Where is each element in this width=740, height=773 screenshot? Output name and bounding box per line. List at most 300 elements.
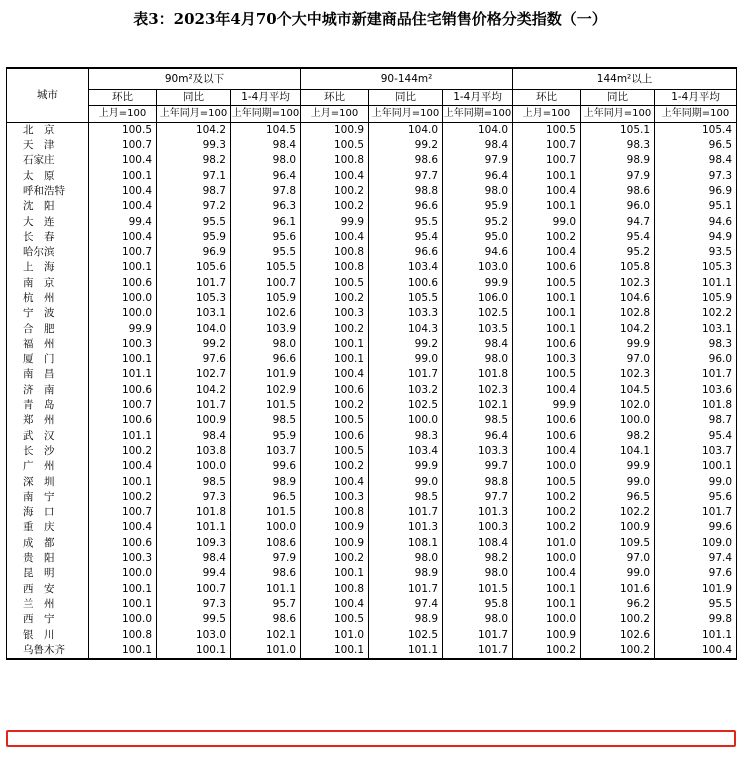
index-value: 100.4 xyxy=(89,459,157,474)
index-value: 100.2 xyxy=(513,505,581,520)
metric-header: 同比 xyxy=(581,90,655,106)
index-value: 101.7 xyxy=(443,627,513,642)
index-value: 103.0 xyxy=(157,627,231,642)
city-name: 北 京 xyxy=(7,122,89,138)
index-value: 100.5 xyxy=(513,276,581,291)
index-value: 99.7 xyxy=(443,459,513,474)
index-value: 100.4 xyxy=(89,520,157,535)
index-value: 101.1 xyxy=(369,643,443,659)
index-value: 98.4 xyxy=(655,153,737,168)
group-header-small: 90m²及以下 xyxy=(89,68,301,90)
metric-header: 环比 xyxy=(513,90,581,106)
base-header: 上月=100 xyxy=(513,106,581,122)
index-value: 100.5 xyxy=(301,138,369,153)
index-value: 101.7 xyxy=(369,505,443,520)
index-value: 100.6 xyxy=(369,276,443,291)
index-value: 99.5 xyxy=(157,612,231,627)
index-value: 101.3 xyxy=(443,505,513,520)
index-value: 94.6 xyxy=(655,214,737,229)
index-value: 100.1 xyxy=(89,597,157,612)
index-value: 100.9 xyxy=(301,536,369,551)
index-value: 103.1 xyxy=(157,306,231,321)
index-value: 100.2 xyxy=(301,551,369,566)
index-value: 101.8 xyxy=(157,505,231,520)
index-value: 100.8 xyxy=(301,260,369,275)
index-value: 98.7 xyxy=(655,413,737,428)
index-value: 101.9 xyxy=(231,367,301,382)
index-value: 104.2 xyxy=(581,321,655,336)
table-row xyxy=(7,230,737,245)
index-value: 100.1 xyxy=(301,566,369,581)
index-value: 100.4 xyxy=(89,199,157,214)
index-value: 98.8 xyxy=(443,474,513,489)
table-row xyxy=(7,582,737,597)
index-value: 97.3 xyxy=(157,490,231,505)
index-value: 98.0 xyxy=(443,352,513,367)
index-value: 100.4 xyxy=(301,367,369,382)
index-value: 109.3 xyxy=(157,536,231,551)
index-value: 100.0 xyxy=(157,459,231,474)
index-value: 101.7 xyxy=(369,582,443,597)
index-value: 98.4 xyxy=(443,337,513,352)
index-value: 102.5 xyxy=(369,398,443,413)
index-value: 105.5 xyxy=(369,291,443,306)
index-value: 100.6 xyxy=(89,276,157,291)
index-value: 99.9 xyxy=(89,321,157,336)
city-name: 南 宁 xyxy=(7,490,89,505)
city-name: 银 川 xyxy=(7,627,89,642)
table-row xyxy=(7,459,737,474)
index-value: 98.4 xyxy=(443,138,513,153)
index-value: 100.1 xyxy=(301,352,369,367)
index-value: 104.0 xyxy=(443,122,513,138)
index-value: 104.5 xyxy=(581,383,655,398)
index-value: 96.5 xyxy=(655,138,737,153)
index-value: 100.1 xyxy=(89,168,157,183)
index-value: 97.6 xyxy=(655,566,737,581)
index-value: 100.8 xyxy=(301,245,369,260)
index-value: 103.2 xyxy=(369,383,443,398)
index-value: 96.0 xyxy=(655,352,737,367)
index-value: 98.6 xyxy=(231,612,301,627)
index-value: 95.1 xyxy=(655,199,737,214)
index-value: 97.8 xyxy=(231,184,301,199)
index-value: 100.7 xyxy=(89,138,157,153)
table-row xyxy=(7,138,737,153)
index-value: 95.6 xyxy=(231,230,301,245)
index-value: 100.2 xyxy=(89,444,157,459)
group-header-large: 144m²以上 xyxy=(513,68,737,90)
index-value: 101.7 xyxy=(443,643,513,659)
index-value: 95.4 xyxy=(369,230,443,245)
index-value: 100.2 xyxy=(581,612,655,627)
index-value: 105.4 xyxy=(655,122,737,138)
index-value: 96.2 xyxy=(581,597,655,612)
index-value: 100.3 xyxy=(89,551,157,566)
metric-header: 1-4月平均 xyxy=(443,90,513,106)
index-value: 100.2 xyxy=(513,520,581,535)
table-row xyxy=(7,429,737,444)
index-value: 99.6 xyxy=(655,520,737,535)
index-value: 100.6 xyxy=(513,429,581,444)
index-value: 98.0 xyxy=(231,337,301,352)
index-value: 103.4 xyxy=(369,260,443,275)
index-value: 98.9 xyxy=(581,153,655,168)
index-value: 100.3 xyxy=(513,352,581,367)
index-value: 109.0 xyxy=(655,536,737,551)
index-value: 104.0 xyxy=(369,122,443,138)
index-value: 98.0 xyxy=(443,566,513,581)
index-value: 100.5 xyxy=(513,367,581,382)
index-value: 95.2 xyxy=(443,214,513,229)
index-value: 98.6 xyxy=(231,566,301,581)
index-value: 102.3 xyxy=(581,367,655,382)
index-value: 100.6 xyxy=(301,429,369,444)
index-value: 98.3 xyxy=(581,138,655,153)
index-value: 101.5 xyxy=(231,505,301,520)
index-value: 100.7 xyxy=(157,582,231,597)
index-value: 102.7 xyxy=(157,367,231,382)
table-row xyxy=(7,184,737,199)
index-value: 100.0 xyxy=(89,306,157,321)
index-value: 100.0 xyxy=(513,551,581,566)
index-value: 98.5 xyxy=(369,490,443,505)
table-row xyxy=(7,260,737,275)
index-value: 98.3 xyxy=(369,429,443,444)
index-value: 99.0 xyxy=(655,474,737,489)
index-value: 108.4 xyxy=(443,536,513,551)
index-value: 96.4 xyxy=(231,168,301,183)
index-value: 100.6 xyxy=(513,337,581,352)
city-name: 石家庄 xyxy=(7,153,89,168)
index-value: 98.2 xyxy=(581,429,655,444)
index-value: 95.5 xyxy=(655,597,737,612)
table-row xyxy=(7,490,737,505)
city-name: 长 沙 xyxy=(7,444,89,459)
index-value: 97.4 xyxy=(655,551,737,566)
index-value: 102.8 xyxy=(581,306,655,321)
table-row xyxy=(7,352,737,367)
index-value: 102.2 xyxy=(581,505,655,520)
index-value: 100.9 xyxy=(301,122,369,138)
table-row xyxy=(7,505,737,520)
index-value: 100.2 xyxy=(301,291,369,306)
city-name: 南 京 xyxy=(7,276,89,291)
index-value: 100.7 xyxy=(89,245,157,260)
index-value: 104.2 xyxy=(157,122,231,138)
index-value: 99.4 xyxy=(157,566,231,581)
index-value: 102.6 xyxy=(581,627,655,642)
index-value: 100.4 xyxy=(513,383,581,398)
index-value: 104.6 xyxy=(581,291,655,306)
index-value: 100.7 xyxy=(231,276,301,291)
index-value: 101.1 xyxy=(231,582,301,597)
index-value: 100.4 xyxy=(513,566,581,581)
index-value: 94.7 xyxy=(581,214,655,229)
table-row xyxy=(7,306,737,321)
index-value: 95.6 xyxy=(655,490,737,505)
index-value: 101.5 xyxy=(443,582,513,597)
index-value: 100.1 xyxy=(89,352,157,367)
index-value: 105.3 xyxy=(157,291,231,306)
table-row xyxy=(7,122,737,138)
index-value: 98.0 xyxy=(443,612,513,627)
index-value: 97.4 xyxy=(369,597,443,612)
base-header: 上年同期=100 xyxy=(443,106,513,122)
index-value: 101.0 xyxy=(231,643,301,659)
index-value: 102.3 xyxy=(581,276,655,291)
index-value: 101.8 xyxy=(443,367,513,382)
city-name: 合 肥 xyxy=(7,321,89,336)
index-value: 101.9 xyxy=(655,582,737,597)
index-value: 98.7 xyxy=(157,184,231,199)
table-row xyxy=(7,398,737,413)
index-value: 100.8 xyxy=(89,627,157,642)
index-value: 97.3 xyxy=(655,168,737,183)
index-value: 100.1 xyxy=(89,260,157,275)
index-value: 103.7 xyxy=(231,444,301,459)
index-value: 100.4 xyxy=(301,597,369,612)
table-row xyxy=(7,153,737,168)
highlight-box-yinchuan xyxy=(6,730,736,747)
city-name: 武 汉 xyxy=(7,429,89,444)
index-value: 100.3 xyxy=(301,306,369,321)
index-value: 99.9 xyxy=(443,276,513,291)
index-value: 100.4 xyxy=(655,643,737,659)
index-value: 95.2 xyxy=(581,245,655,260)
table-row xyxy=(7,536,737,551)
index-value: 99.2 xyxy=(369,138,443,153)
index-value: 96.4 xyxy=(443,429,513,444)
index-value: 102.9 xyxy=(231,383,301,398)
city-name: 沈 阳 xyxy=(7,199,89,214)
table-row xyxy=(7,413,737,428)
table-row xyxy=(7,383,737,398)
index-value: 96.5 xyxy=(581,490,655,505)
city-name: 呼和浩特 xyxy=(7,184,89,199)
city-name: 哈尔滨 xyxy=(7,245,89,260)
table-row xyxy=(7,367,737,382)
index-value: 95.8 xyxy=(443,597,513,612)
city-name: 南 昌 xyxy=(7,367,89,382)
metric-header: 1-4月平均 xyxy=(655,90,737,106)
table-row xyxy=(7,321,737,336)
index-value: 100.7 xyxy=(89,505,157,520)
index-value: 101.1 xyxy=(655,627,737,642)
index-value: 93.5 xyxy=(655,245,737,260)
index-value: 100.3 xyxy=(89,337,157,352)
metric-header: 环比 xyxy=(301,90,369,106)
index-value: 100.0 xyxy=(581,413,655,428)
index-value: 95.9 xyxy=(157,230,231,245)
city-name: 成 都 xyxy=(7,536,89,551)
index-value: 100.9 xyxy=(157,413,231,428)
index-value: 105.3 xyxy=(655,260,737,275)
index-value: 94.6 xyxy=(443,245,513,260)
index-value: 100.7 xyxy=(513,153,581,168)
index-value: 103.1 xyxy=(655,321,737,336)
index-value: 104.0 xyxy=(157,321,231,336)
base-header: 上年同月=100 xyxy=(581,106,655,122)
index-value: 96.5 xyxy=(231,490,301,505)
index-value: 99.9 xyxy=(513,398,581,413)
group-header-medium: 90-144m² xyxy=(301,68,513,90)
index-value: 101.1 xyxy=(157,520,231,535)
index-value: 96.1 xyxy=(231,214,301,229)
index-value: 100.8 xyxy=(301,505,369,520)
index-value: 104.3 xyxy=(369,321,443,336)
index-value: 101.0 xyxy=(301,627,369,642)
index-value: 109.5 xyxy=(581,536,655,551)
index-value: 100.1 xyxy=(513,199,581,214)
index-value: 99.9 xyxy=(301,214,369,229)
table-row xyxy=(7,627,737,642)
index-value: 97.3 xyxy=(157,597,231,612)
index-value: 98.0 xyxy=(369,551,443,566)
index-value: 105.9 xyxy=(655,291,737,306)
table-row xyxy=(7,612,737,627)
index-value: 98.9 xyxy=(231,474,301,489)
index-value: 97.1 xyxy=(157,168,231,183)
index-value: 99.0 xyxy=(513,214,581,229)
index-value: 100.4 xyxy=(301,168,369,183)
index-value: 95.9 xyxy=(231,429,301,444)
city-name: 大 连 xyxy=(7,214,89,229)
index-value: 96.3 xyxy=(231,199,301,214)
city-name: 上 海 xyxy=(7,260,89,275)
index-value: 96.9 xyxy=(655,184,737,199)
index-value: 101.7 xyxy=(655,367,737,382)
index-value: 103.6 xyxy=(655,383,737,398)
index-value: 103.3 xyxy=(443,444,513,459)
index-value: 96.6 xyxy=(231,352,301,367)
table-row xyxy=(7,474,737,489)
index-value: 100.2 xyxy=(301,459,369,474)
index-value: 96.6 xyxy=(369,245,443,260)
base-header: 上年同月=100 xyxy=(369,106,443,122)
metric-header: 同比 xyxy=(157,90,231,106)
index-value: 100.3 xyxy=(301,490,369,505)
index-value: 100.6 xyxy=(89,536,157,551)
base-header: 上月=100 xyxy=(301,106,369,122)
index-value: 100.2 xyxy=(301,321,369,336)
city-name: 杭 州 xyxy=(7,291,89,306)
index-value: 95.5 xyxy=(231,245,301,260)
index-value: 100.2 xyxy=(513,643,581,659)
index-value: 95.7 xyxy=(231,597,301,612)
city-name: 天 津 xyxy=(7,138,89,153)
index-value: 101.7 xyxy=(655,505,737,520)
table-row xyxy=(7,214,737,229)
index-value: 97.2 xyxy=(157,199,231,214)
index-value: 100.7 xyxy=(89,398,157,413)
index-value: 98.9 xyxy=(369,566,443,581)
index-value: 102.3 xyxy=(443,383,513,398)
index-value: 95.5 xyxy=(369,214,443,229)
index-value: 99.0 xyxy=(369,474,443,489)
index-value: 102.2 xyxy=(655,306,737,321)
index-value: 100.4 xyxy=(301,230,369,245)
base-header: 上月=100 xyxy=(89,106,157,122)
index-value: 100.6 xyxy=(513,413,581,428)
index-value: 103.9 xyxy=(231,321,301,336)
index-value: 99.2 xyxy=(157,337,231,352)
index-value: 99.9 xyxy=(369,459,443,474)
index-value: 99.0 xyxy=(369,352,443,367)
index-value: 101.1 xyxy=(655,276,737,291)
index-value: 102.5 xyxy=(443,306,513,321)
table-row xyxy=(7,291,737,306)
table-row xyxy=(7,643,737,659)
table-row xyxy=(7,276,737,291)
index-value: 100.1 xyxy=(513,597,581,612)
index-value: 97.6 xyxy=(157,352,231,367)
city-name: 贵 阳 xyxy=(7,551,89,566)
index-value: 98.6 xyxy=(581,184,655,199)
index-value: 98.8 xyxy=(369,184,443,199)
index-value: 105.1 xyxy=(581,122,655,138)
index-value: 101.1 xyxy=(89,367,157,382)
index-value: 98.9 xyxy=(369,612,443,627)
city-name: 福 州 xyxy=(7,337,89,352)
index-value: 95.4 xyxy=(655,429,737,444)
index-value: 100.6 xyxy=(89,383,157,398)
index-value: 98.2 xyxy=(157,153,231,168)
metric-header: 1-4月平均 xyxy=(231,90,301,106)
city-name: 昆 明 xyxy=(7,566,89,581)
city-name: 广 州 xyxy=(7,459,89,474)
table-row xyxy=(7,168,737,183)
index-value: 99.2 xyxy=(369,337,443,352)
index-value: 101.8 xyxy=(655,398,737,413)
index-value: 99.4 xyxy=(89,214,157,229)
index-value: 98.4 xyxy=(231,138,301,153)
index-value: 100.0 xyxy=(89,612,157,627)
index-value: 97.0 xyxy=(581,352,655,367)
index-value: 100.2 xyxy=(513,230,581,245)
city-column-header: 城市 xyxy=(7,68,89,122)
index-value: 100.6 xyxy=(89,413,157,428)
index-value: 99.0 xyxy=(581,566,655,581)
index-value: 98.3 xyxy=(655,337,737,352)
index-value: 98.0 xyxy=(443,184,513,199)
city-name: 兰 州 xyxy=(7,597,89,612)
index-value: 96.4 xyxy=(443,168,513,183)
city-name: 厦 门 xyxy=(7,352,89,367)
index-value: 101.7 xyxy=(369,367,443,382)
index-value: 100.2 xyxy=(301,398,369,413)
index-value: 103.8 xyxy=(157,444,231,459)
index-value: 100.1 xyxy=(89,474,157,489)
index-value: 100.0 xyxy=(231,520,301,535)
index-value: 104.5 xyxy=(231,122,301,138)
index-value: 100.4 xyxy=(89,230,157,245)
table-row xyxy=(7,245,737,260)
index-value: 104.2 xyxy=(157,383,231,398)
index-value: 102.0 xyxy=(581,398,655,413)
index-value: 100.0 xyxy=(89,566,157,581)
table-row xyxy=(7,520,737,535)
index-value: 100.1 xyxy=(301,643,369,659)
table-row xyxy=(7,444,737,459)
index-value: 105.5 xyxy=(231,260,301,275)
index-value: 98.4 xyxy=(157,429,231,444)
index-value: 98.2 xyxy=(443,551,513,566)
city-name: 重 庆 xyxy=(7,520,89,535)
index-value: 108.1 xyxy=(369,536,443,551)
city-name: 西 安 xyxy=(7,582,89,597)
table-title: 表3：2023年4月70个大中城市新建商品住宅销售价格分类指数（一） xyxy=(133,10,607,28)
